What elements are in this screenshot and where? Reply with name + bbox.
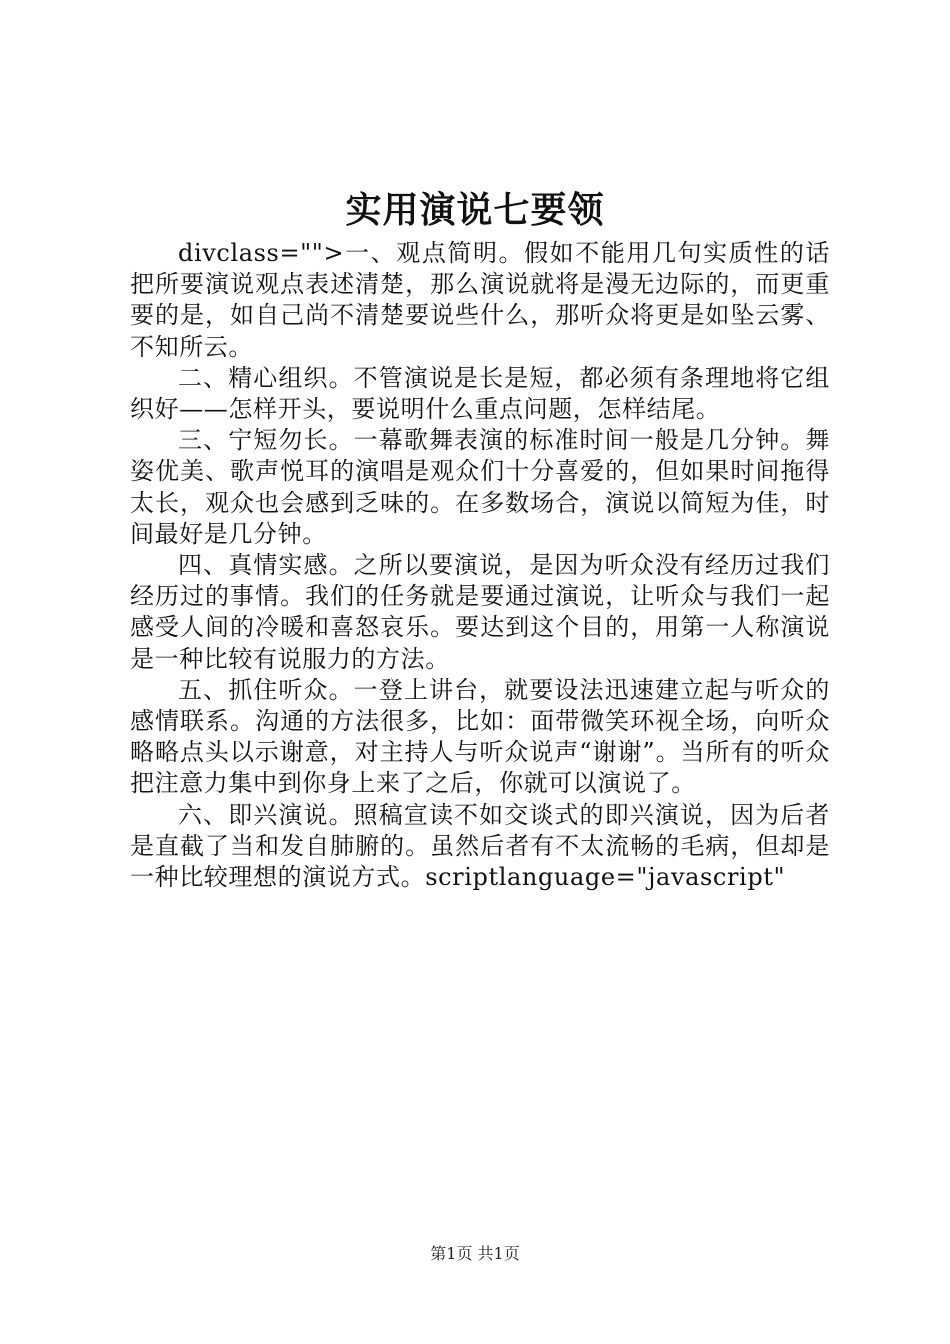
paragraph-5: 五、抓住听众。一登上讲台，就要设法迅速建立起与听众的感情联系。沟通的方法很多，比如：面带微笑环视全场，向听众略略点头以示谢意，对主持人与听众说声“谢谢”。当所有的听众把注意力集中到你身上来了之后，你就可以演说了。 [130,675,830,798]
paragraph-3: 三、宁短勿长。一幕歌舞表演的标准时间一般是几分钟。舞姿优美、歌声悦耳的演唱是观众们十分喜爱的，但如果时间拖得太长，观众也会感到乏味的。在多数场合，演说以简短为佳，时间最好是几分钟。 [130,426,830,548]
document-body [130,238,830,893]
paragraph-4: 四、真情实感。之所以要演说，是因为听众没有经历过我们经历过的事情。我们的任务就是要通过演说，让听众与我们一起感受人间的冷暖和喜怒哀乐。要达到这个目的，用第一人称演说是一种比较有说服力的方法。 [130,551,830,673]
paragraph-6: 六、即兴演说。照稿宣读不如交谈式的即兴演说，因为后者是直截了当和发自肺腑的。虽然后者有不太流畅的毛病，但却是一种比较理想的演说方式。scriptlanguage="javascript" [130,800,830,892]
page-number-footer: 第1页 共1页 [430,1244,520,1263]
paragraph-2: 二、精心组织。不管演说是长是短，都必须有条理地将它组织好——怎样开头，要说明什么重点问题，怎样结尾。 [130,363,830,424]
paragraph-1: divclass="">一、观点简明。假如不能用几句实质性的话把所要演说观点表述清楚，那么演说就将是漫无边际的，而更重要的是，如自己尚不清楚要说些什么，那听众将更是如坠云雾、不知所云。 [130,239,830,361]
document-title: 实用演说七要领 [345,189,605,231]
